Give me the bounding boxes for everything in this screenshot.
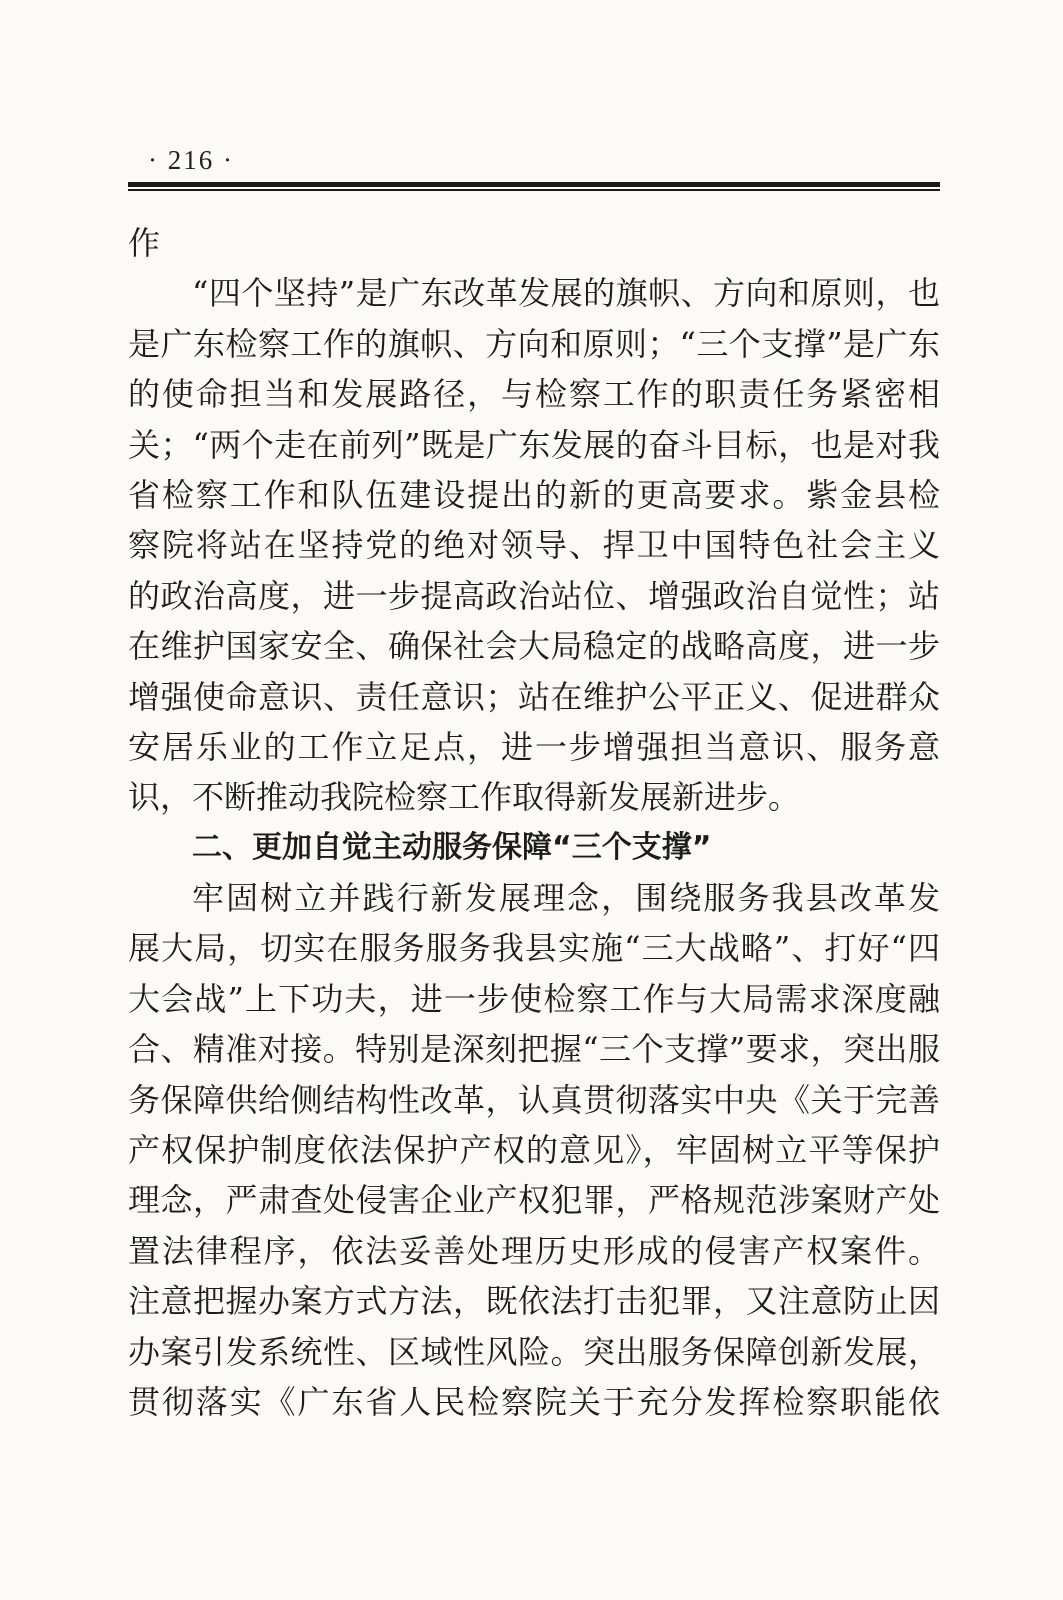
text-line: 合、精准对接。特别是深刻把握“三个支撑”要求，突出服 bbox=[128, 1030, 940, 1069]
text-line: “四个坚持”是广东改革发展的旗帜、方向和原则，也 bbox=[192, 274, 940, 313]
text-line: 的政治高度，进一步提高政治站位、增强政治自觉性；站 bbox=[128, 576, 940, 615]
text-line: 在维护国家安全、确保社会大局稳定的战略高度，进一步 bbox=[128, 627, 940, 666]
text-line: 贯彻落实《广东省人民检察院关于充分发挥检察职能依 bbox=[128, 1382, 940, 1421]
text-line: 安居乐业的工作立足点，进一步增强担当意识、服务意 bbox=[128, 727, 940, 766]
body-text bbox=[128, 218, 940, 1427]
text-line: 注意把握办案方式方法，既依法打击犯罪，又注意防止因 bbox=[128, 1282, 940, 1321]
text-line: 办案引发系统性、区域性风险。突出服务保障创新发展， bbox=[128, 1332, 940, 1371]
text-line: 大会战”上下功夫，进一步使检察工作与大局需求深度融 bbox=[128, 979, 940, 1018]
text-line: 作 bbox=[128, 224, 161, 262]
text-line: 省检察工作和队伍建设提出的新的更高要求。紫金县检 bbox=[128, 475, 940, 514]
page-number-header: · 216 · bbox=[148, 145, 234, 175]
section-heading: 二、更加自觉主动服务保障“三个支撑” bbox=[192, 829, 712, 865]
text-line: 的使命担当和发展路径，与检察工作的职责任务紧密相 bbox=[128, 375, 940, 414]
text-line: 理念，严肃查处侵害企业产权犯罪，严格规范涉案财产处 bbox=[128, 1181, 940, 1220]
text-line: 关；“两个走在前列”既是广东发展的奋斗目标，也是对我 bbox=[128, 425, 940, 464]
text-line: 务保障供给侧结构性改革，认真贯彻落实中央《关于完善 bbox=[128, 1080, 940, 1119]
text-line: 增强使命意识、责任意识；站在维护公平正义、促进群众 bbox=[128, 677, 940, 716]
header-rule-thin bbox=[128, 189, 940, 191]
text-line: 是广东检察工作的旗帜、方向和原则；“三个支撑”是广东 bbox=[128, 324, 940, 363]
text-line: 牢固树立并践行新发展理念，围绕服务我县改革发 bbox=[192, 879, 940, 918]
header-rule-thick bbox=[128, 182, 940, 187]
text-line: 展大局，切实在服务服务我县实施“三大战略”、打好“四 bbox=[128, 929, 940, 968]
text-line: 置法律程序，依法妥善处理历史形成的侵害产权案件。 bbox=[128, 1231, 940, 1270]
text-line: 识，不断推动我院检察工作取得新发展新进步。 bbox=[128, 778, 801, 817]
text-line: 产权保护制度依法保护产权的意见》，牢固树立平等保护 bbox=[128, 1131, 940, 1170]
text-line: 察院将站在坚持党的绝对领导、捍卫中国特色社会主义 bbox=[128, 526, 940, 565]
